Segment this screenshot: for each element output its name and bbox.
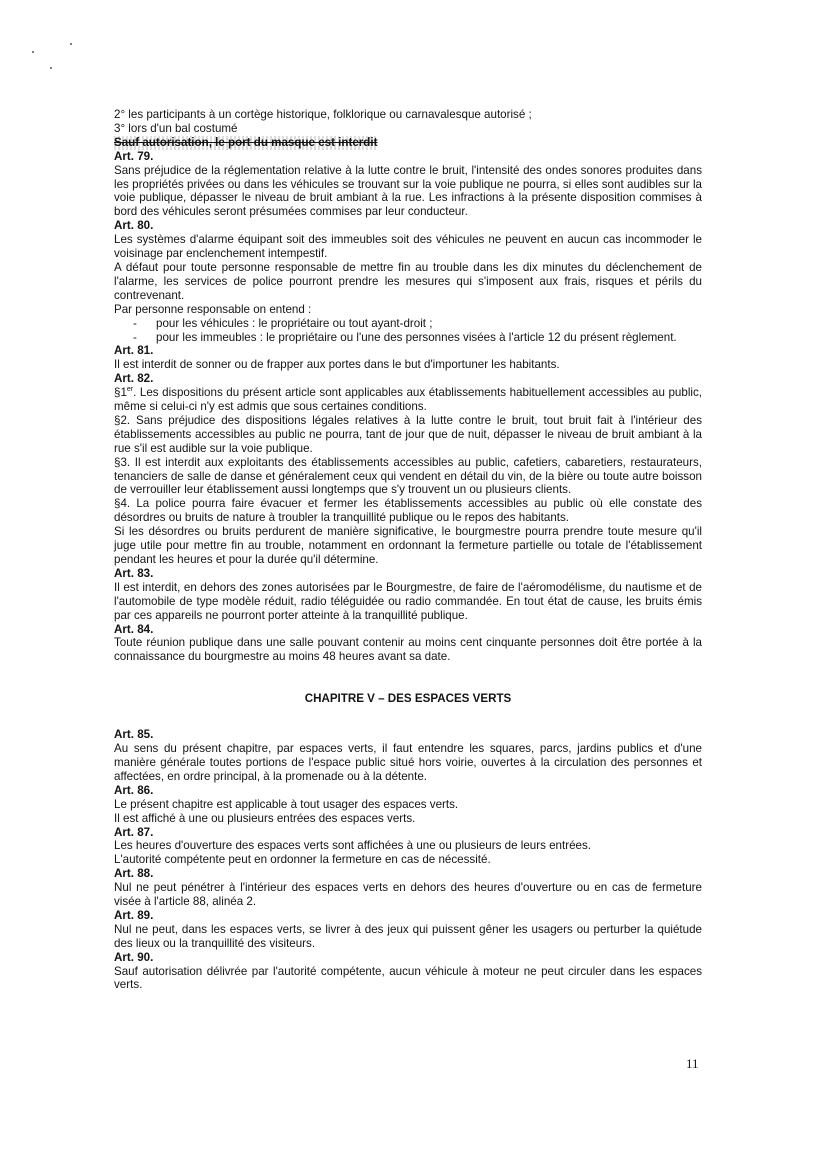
section-text: . Les dispositions du présent article sont applicables aux établissements habituellement accessibles au public, même si celui-ci n'y est admis que sous certaines conditions.: [114, 386, 702, 414]
article-text: Nul ne peut pénétrer à l'intérieur des espaces verts en dehors des heures d'ouverture ou en cas de fermeture visée à l'article 88, alinéa 2.: [114, 881, 702, 909]
superscript: er: [126, 386, 134, 394]
article-text: L'autorité compétente peut en ordonner la fermeture en cas de nécessité.: [114, 853, 491, 867]
scan-speck: [32, 51, 34, 53]
article-text: Sauf autorisation délivrée par l'autorité compétente, aucun véhicule à moteur ne peut circuler dans les espaces verts.: [114, 964, 702, 992]
article-text: Il est interdit, en dehors des zones autorisées par le Bourgmestre, de faire de l'aéromodélisme, du nautisme et de l'automobile de type modèle réduit, radio téléguidée ou radio commandée. En tout état de cause, les bruits émis par ces appareils ne pourront porter atteinte à la tranquillité publique.: [114, 580, 702, 622]
article-text: A défaut pour toute personne responsable de mettre fin au trouble dans les dix minutes du déclenchement de l'alarme, les services de police pourront prendre les mesures qui s'imposent aux frais, risques et périls du contrevenant.: [114, 260, 702, 302]
article-text: Sans préjudice de la réglementation relative à la lutte contre le bruit, l'intensité des ondes sonores produites dans les propriétés privées ou dans les véhicules se trouvant sur la voie publique ne pourra, si elles sont audibles sur la voie publique, dépasser le niveau de bruit ambiant à la rue. Les infractions à la présente disposition commises à bord des véhicules seront présumées commises par leur conducteur.: [114, 163, 702, 219]
section-marker: §1: [114, 386, 127, 400]
list-item: - pour les véhicules : le propriétaire ou tout ayant-droit ;: [133, 317, 702, 331]
list-item: - pour les immeubles : le propriétaire ou l'une des personnes visées à l'article 12 du présent règlement.: [133, 331, 702, 345]
chapter-title: CHAPITRE V – DES ESPACES VERTS: [304, 692, 512, 706]
article-text: Toute réunion publique dans une salle pouvant contenir au moins cent cinquante personnes doit être portée à la connaissance du bourgmestre au moins 48 heures avant sa date.: [114, 636, 702, 664]
article-text: §3. Il est interdit aux exploitants des établissements accessibles au public, cafetiers, cabaretiers, restaurateurs, tenanciers de salle de danse et généralement ceux qui vendent en détail du vin, de la bière ou toute autre boisson de verrouiller leur établissement aussi longtemps que s'y trouvent un ou plusieurs clients.: [114, 455, 702, 497]
article-heading: Art. 89.: [114, 908, 154, 922]
article-text: Les systèmes d'alarme équipant soit des immeubles soit des véhicules ne peuvent en aucun cas incommoder le voisinage par enclenchement intempestif.: [114, 233, 702, 261]
article-heading: Art. 80.: [114, 219, 154, 233]
responsible-person-list: [114, 317, 702, 345]
article-text: Nul ne peut, dans les espaces verts, se livrer à des jeux qui puissent gêner les usagers ou perturber la quiétude des lieux ou la tranquillité des visiteurs.: [114, 922, 702, 950]
scan-speck: [70, 43, 72, 45]
article-text: Les heures d'ouverture des espaces verts sont affichées à une ou plusieurs de leurs entrées.: [114, 839, 591, 853]
article-text: Par personne responsable on entend :: [114, 302, 312, 316]
scan-speck: [50, 67, 52, 69]
article-text: Au sens du présent chapitre, par espaces verts, il faut entendre les squares, parcs, jardins publics et d'une manière générale toutes portions de l'espace public situé hors voirie, ouvertes à la circulation des personnes et affectées, en ordre principal, à la promenade ou à la détente.: [114, 742, 702, 783]
article-paragraph-1: [114, 386, 702, 414]
article-text: §2. Sans préjudice des dispositions légales relatives à la lutte contre le bruit, tout bruit fait à l'intérieur des établissements accessibles au public ne pourra, tant de jour que de nuit, dépasser le niveau de bruit ambiant à la rue s'il est audible sur la voie publique.: [114, 413, 702, 455]
article-text: Si les désordres ou bruits perdurent de manière significative, le bourgmestre pourra prendre toute mesure qu'il juge utile pour mettre fin au trouble, notamment en ordonnant la fermeture partielle ou totale de l'établissement pendant les heures et pour la durée qu'il détermine.: [114, 525, 702, 566]
article-heading: Art. 90.: [114, 950, 154, 964]
document-body: [114, 108, 702, 992]
intro-line: 2° les participants à un cortège historique, folklorique ou carnavalesque autorisé ;: [114, 108, 532, 121]
article-heading: Art. 85.: [114, 728, 154, 742]
article-text: Il est interdit de sonner ou de frapper aux portes dans le but d'importuner les habitants.: [114, 358, 560, 372]
article-heading: Art. 79.: [114, 149, 154, 163]
article-text: Le présent chapitre est applicable à tout usager des espaces verts.: [114, 797, 459, 811]
page-number: 11: [686, 1056, 699, 1071]
article-heading: Art. 87.: [114, 825, 154, 839]
struck-through-line: Sauf autorisation, le port du masque est interdit: [114, 135, 378, 149]
article-text: §4. La police pourra faire évacuer et fermer les établissements accessibles au public où elle constate des désordres ou bruits de nature à troubler la tranquillité publique ou le repos des habitants.: [114, 497, 702, 525]
article-heading: Art. 82.: [114, 372, 154, 386]
intro-line: 3° lors d'un bal costumé: [114, 121, 238, 135]
article-heading: Art. 86.: [114, 783, 154, 797]
article-text: Il est affiché à une ou plusieurs entrées des espaces verts.: [114, 811, 416, 825]
article-heading: Art. 88.: [114, 867, 154, 881]
article-heading: Art. 83.: [114, 566, 154, 580]
article-heading: Art. 81.: [114, 344, 154, 358]
article-heading: Art. 84.: [114, 622, 154, 636]
